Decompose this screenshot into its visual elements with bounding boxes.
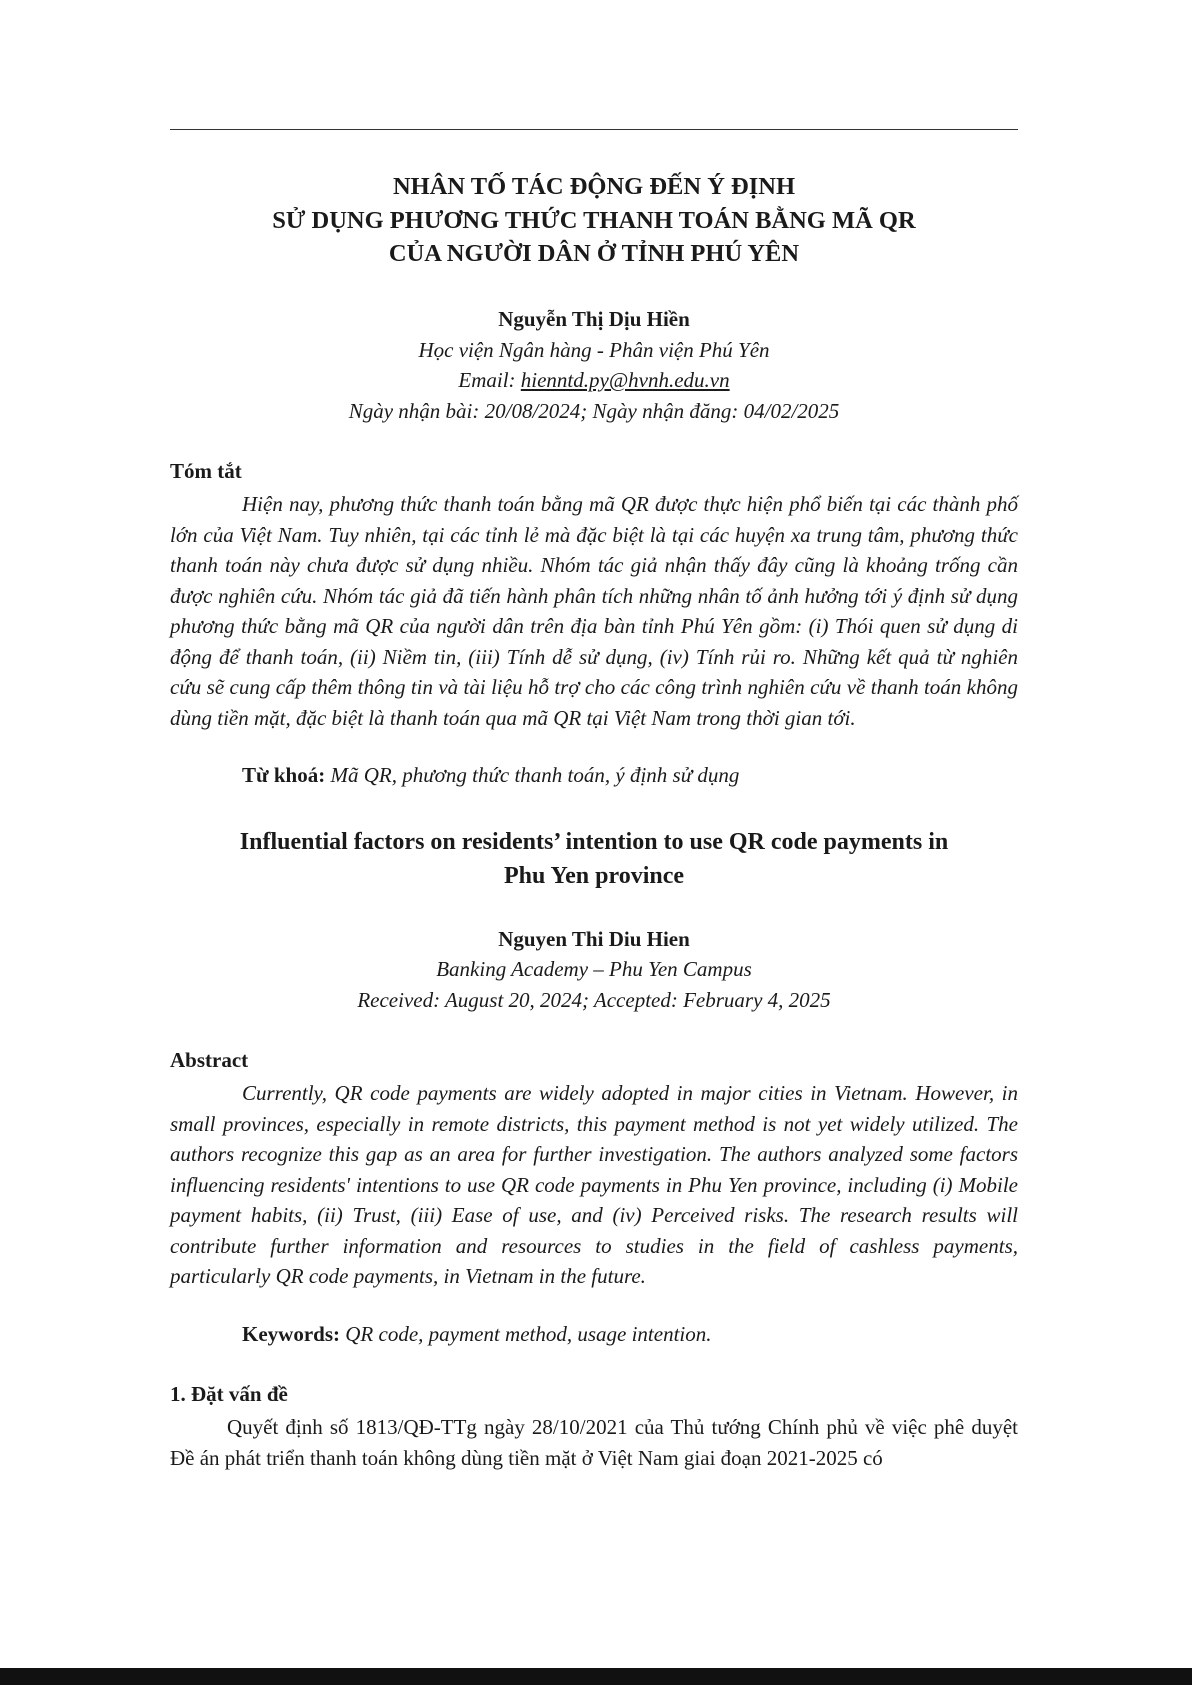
abstract-vi-heading: Tóm tắt	[170, 459, 242, 483]
keywords-vi	[242, 763, 739, 788]
keywords-en-value: QR code, payment method, usage intention.	[345, 1322, 712, 1346]
title-vi-line-3: CỦA NGƯỜI DÂN Ở TỈNH PHÚ YÊN	[388, 240, 800, 267]
affiliation-vi: Học viện Ngân hàng - Phân viện Phú Yên	[418, 338, 770, 362]
author-name-en: Nguyen Thi Diu Hien	[498, 927, 690, 951]
dates-en: Received: August 20, 2024; Accepted: February 4, 2025	[357, 988, 831, 1012]
keywords-en-label: Keywords:	[242, 1322, 340, 1346]
section-1-text: Quyết định số 1813/QĐ-TTg ngày 28/10/2021 của Thủ tướng Chính phủ về việc phê duyệt Đề án phát triển thanh toán không dùng tiền mặt ở Việt Nam giai đoạn 2021-2025 có	[170, 1415, 1018, 1470]
affiliation-en: Banking Academy – Phu Yen Campus	[436, 957, 752, 981]
author-name-vi: Nguyễn Thị Dịu Hiền	[498, 307, 690, 331]
dates-vi: Ngày nhận bài: 20/08/2024; Ngày nhận đăng: 04/02/2025	[348, 399, 840, 423]
title-en-line-2: Phu Yen province	[503, 863, 685, 889]
title-en-line-1: Influential factors on residents’ intention to use QR code payments in	[239, 829, 949, 855]
keywords-vi-value: Mã QR, phương thức thanh toán, ý định sử dụng	[330, 763, 740, 787]
abstract-en-text: Currently, QR code payments are widely adopted in major cities in Vietnam. However, in small provinces, especially in remote districts, this payment method is not yet widely utilized. The authors recognize this gap as an area for further investigation. The authors analyzed some factors influencing residents' intentions to use QR code payments in Phu Yen province, including (i) Mobile payment habits, (ii) Trust, (iii) Ease of use, and (iv) Perceived risks. The research results will contribute further information and resources to studies in the field of cashless payments, particularly QR code payments, in Vietnam in the future.	[170, 1081, 1018, 1288]
page-bottom-band	[0, 1668, 1192, 1685]
paper-title-en	[170, 825, 1018, 893]
email-link[interactable]: hienntd.py@hvnh.edu.vn	[520, 368, 730, 392]
keywords-vi-label: Từ khoá:	[242, 763, 326, 787]
email-label: Email:	[458, 368, 521, 392]
abstract-en-heading: Abstract	[170, 1048, 249, 1072]
email-line	[170, 368, 1018, 393]
header-rule	[170, 129, 1018, 130]
keywords-en	[242, 1322, 712, 1347]
abstract-vi-text: Hiện nay, phương thức thanh toán bằng mã QR được thực hiện phổ biến tại các thành phố lớn của Việt Nam. Tuy nhiên, tại các tỉnh lẻ mà đặc biệt là tại các huyện xa trung tâm, phương thức thanh toán này chưa được sử dụng nhiều. Nhóm tác giả nhận thấy đây cũng là khoảng trống cần được nghiên cứu. Nhóm tác giả đã tiến hành phân tích những nhân tố ảnh hưởng tới ý định sử dụng phương thức bằng mã QR của người dân trên địa bàn tỉnh Phú Yên gồm: (i) Thói quen sử dụng di động để thanh toán, (ii) Niềm tin, (iii) Tính dễ sử dụng, (iv) Tính rủi ro. Những kết quả từ nghiên cứu sẽ cung cấp thêm thông tin và tài liệu hỗ trợ cho các công trình nghiên cứu về thanh toán không dùng tiền mặt, đặc biệt là thanh toán qua mã QR tại Việt Nam trong thời gian tới.	[170, 492, 1018, 730]
title-vi-line-2: SỬ DỤNG PHƯƠNG THỨC THANH TOÁN BẰNG MÃ QR	[272, 206, 916, 234]
paper-title-vi	[170, 170, 1018, 271]
title-vi-line-1: NHÂN TỐ TÁC ĐỘNG ĐẾN Ý ĐỊNH	[392, 173, 796, 200]
section-1-heading: 1. Đặt vấn đề	[170, 1382, 288, 1406]
